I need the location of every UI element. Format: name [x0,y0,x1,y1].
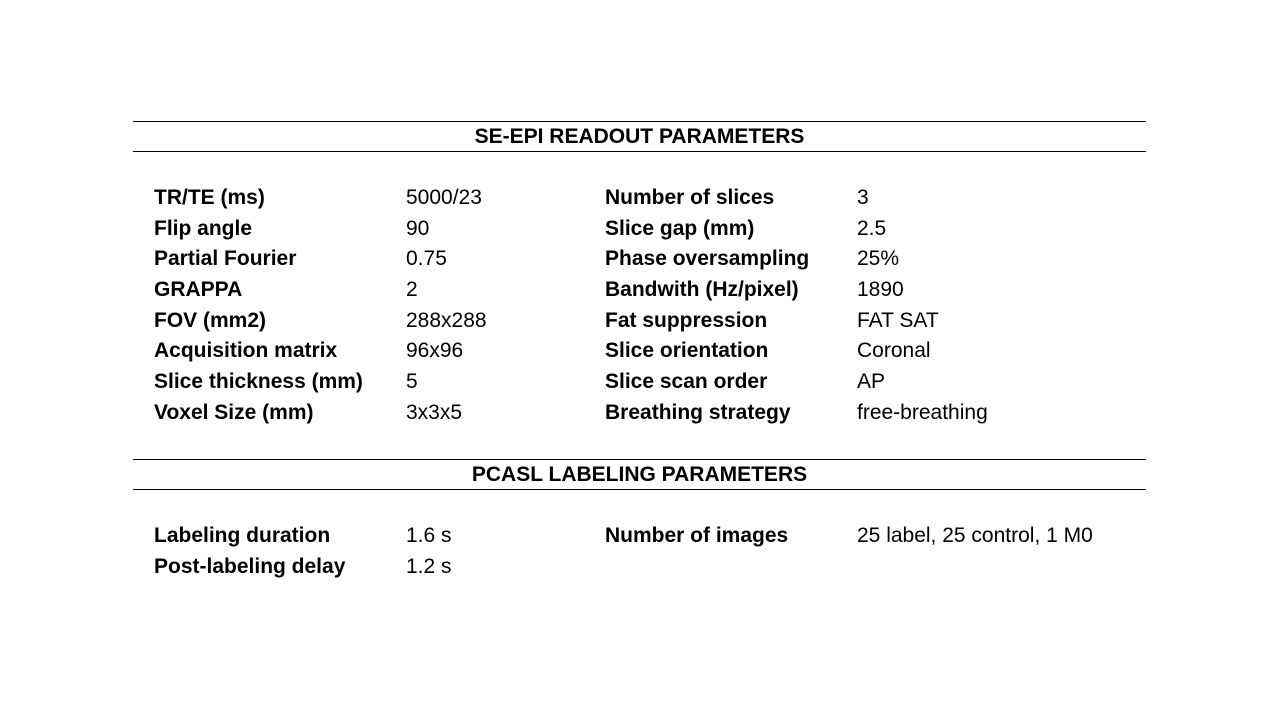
pcasl-section-title: PCASL LABELING PARAMETERS [133,459,1146,490]
readout-section-title: SE-EPI READOUT PARAMETERS [133,121,1146,152]
parameter-label: Labeling duration [154,524,331,547]
table-row [154,244,1144,275]
table-row [154,367,1144,398]
parameter-value: 2.5 [857,216,887,240]
parameter-label: TR/TE (ms) [154,186,265,209]
parameter-value: Coronal [857,339,931,363]
parameter-label: Acquisition matrix [154,339,338,363]
table-row [154,214,1144,245]
parameter-value: AP [857,370,886,394]
parameter-label: Fat suppression [605,308,768,332]
parameter-value: 5000/23 [406,186,482,209]
table-row [154,183,1144,214]
parameter-label: Partial Fourier [154,247,297,271]
readout-parameter-table [154,183,1144,429]
parameter-value: 288x288 [406,308,487,332]
parameter-value: 3x3x5 [406,400,463,424]
table-row [154,336,1144,367]
table-row [154,521,1144,552]
parameter-value: 1890 [857,278,904,302]
parameter-value: 1.2 s [406,554,452,578]
parameter-value: 3 [857,186,869,209]
parameter-value: 1.6 s [406,524,452,547]
parameter-value: FAT SAT [857,308,939,332]
parameter-label: Flip angle [154,216,253,240]
parameter-label: Breathing strategy [605,400,791,424]
table-row [154,398,1144,429]
parameter-label: FOV (mm2) [154,308,267,332]
parameter-label: Slice gap (mm) [605,216,755,240]
parameter-value: 0.75 [406,247,447,271]
parameter-value: 96x96 [406,339,464,363]
parameter-label: Slice thickness (mm) [154,370,363,394]
table-row [154,552,1144,583]
parameter-label: Post-labeling delay [154,554,346,578]
parameter-value: 2 [406,278,418,302]
parameter-label: Bandwith (Hz/pixel) [605,278,799,302]
parameter-label: GRAPPA [154,278,243,302]
parameter-value: 25 label, 25 control, 1 M0 [857,524,1093,547]
parameter-label: Phase oversampling [605,247,810,271]
parameter-value: free-breathing [857,400,988,424]
table-row [154,306,1144,337]
parameter-value: 90 [406,216,430,240]
parameter-value: 25% [857,247,900,271]
pcasl-parameter-table [154,521,1144,582]
parameter-label: Number of images [605,524,789,547]
parameter-label: Slice scan order [605,370,768,394]
parameter-label: Voxel Size (mm) [154,400,314,424]
parameter-label: Slice orientation [605,339,769,363]
parameter-value: 5 [406,370,418,394]
table-row [154,275,1144,306]
parameter-label: Number of slices [605,186,775,209]
